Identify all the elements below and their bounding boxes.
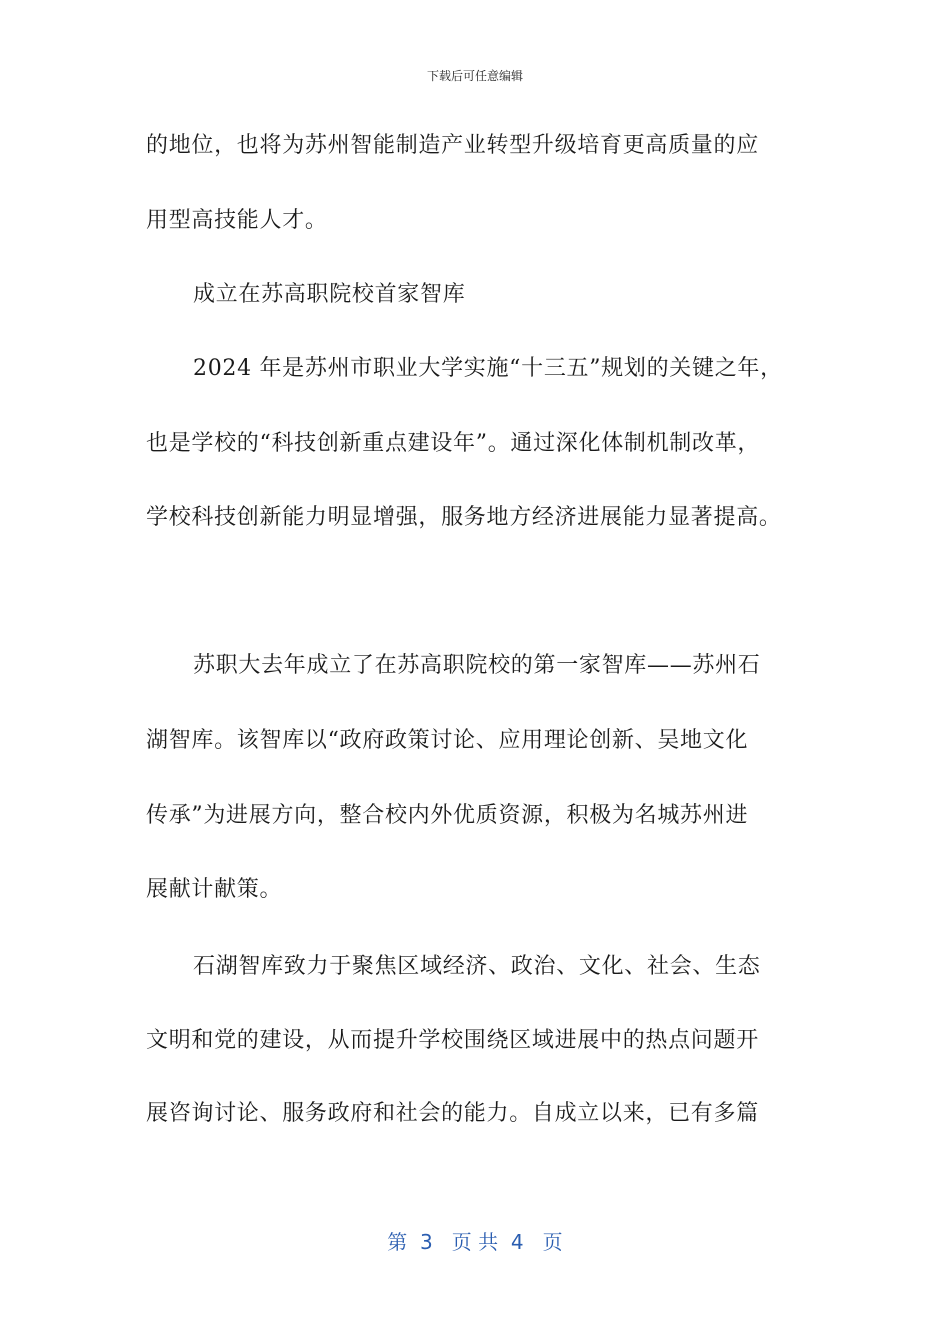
body-line: 湖智库。该智库以“政府政策讨论、应用理论创新、吴地文化 (146, 728, 749, 753)
body-line: 石湖智库致力于聚焦区域经济、政治、文化、社会、生态 (193, 954, 761, 979)
body-line: 也是学校的“科技创新重点建设年”。通过深化体制机制改革， (146, 431, 761, 456)
body-line: 2024 年是苏州市职业大学实施“十三五”规划的关键之年， (193, 356, 783, 381)
body-line: 展献计献策。 (146, 877, 283, 902)
body-line: 展咨询讨论、服务政府和社会的能力。自成立以来，已有多篇 (146, 1101, 759, 1126)
page-footer: 第 3 页 共 4 页 (387, 1230, 563, 1254)
body-line: 学校科技创新能力明显增强，服务地方经济进展能力显著提高。 (146, 505, 782, 530)
body-line: 的地位，也将为苏州智能制造产业转型升级培育更高质量的应 (146, 133, 759, 158)
body-line: 文明和党的建设，从而提升学校围绕区域进展中的热点问题开 (146, 1028, 759, 1053)
body-line: 苏职大去年成立了在苏高职院校的第一家智库——苏州石 (193, 653, 761, 678)
body-line: 传承”为进展方向，整合校内外优质资源，积极为名城苏州进 (146, 803, 749, 828)
section-heading: 成立在苏高职院校首家智库 (193, 282, 466, 307)
body-line: 用型高技能人才。 (146, 208, 328, 233)
page-header: 下载后可任意编辑 (426, 69, 523, 83)
